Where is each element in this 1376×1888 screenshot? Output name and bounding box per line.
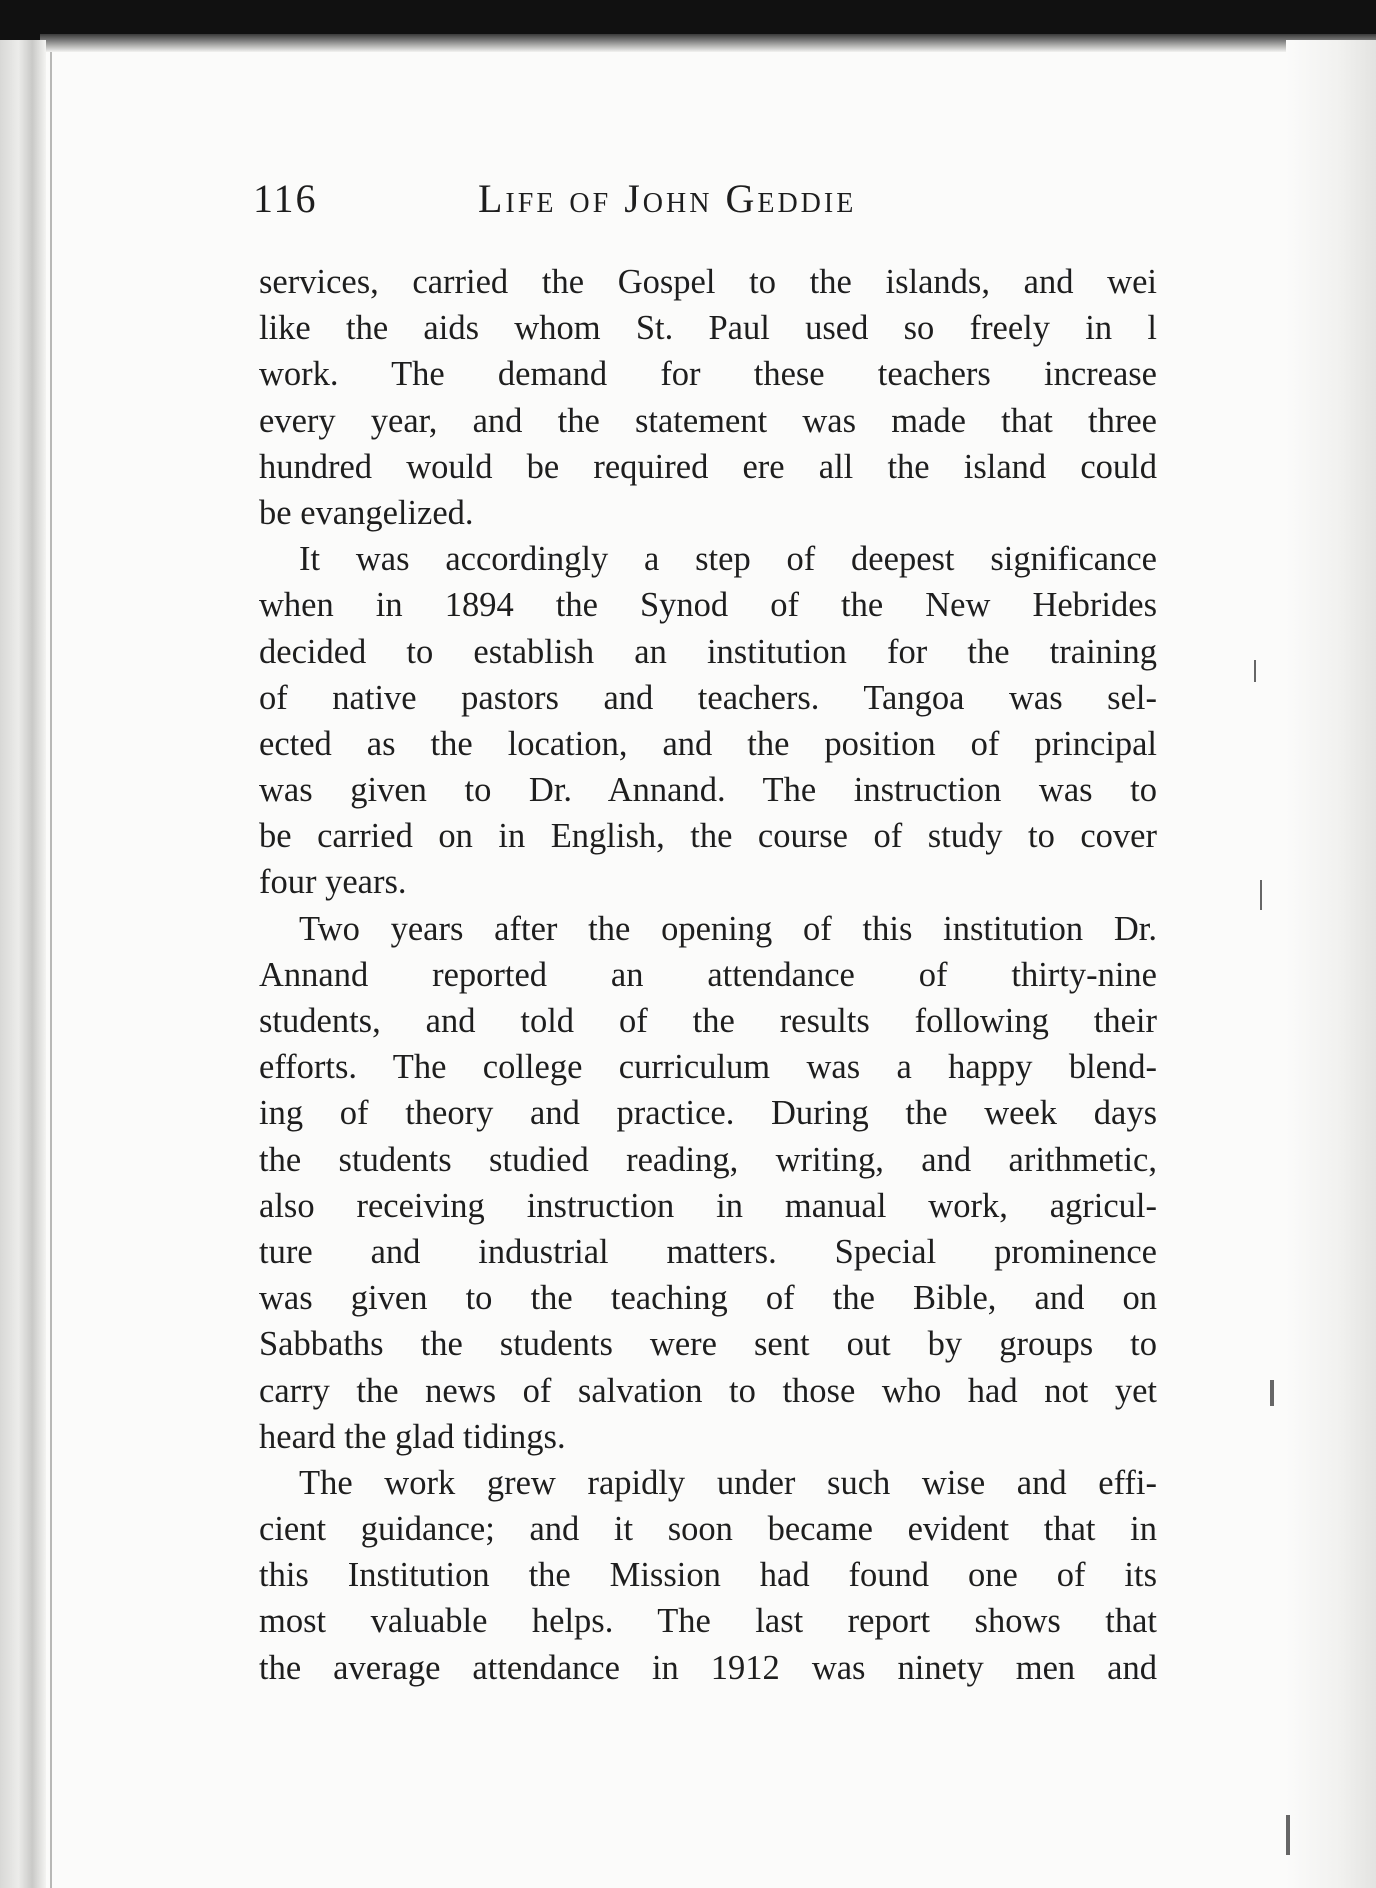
text-line: four years. [259,863,407,902]
text-line: most valuable helps. The last report shows that [259,1602,1157,1641]
page-number: 116 [253,176,318,221]
text-line: ected as the location, and the position of principal [259,724,1157,763]
body-text [259,259,1157,1691]
text-line: It was accordingly a step of deepest significance [299,540,1157,579]
text-line: hundred would be required ere all the island could [259,447,1157,486]
text-line: when in 1894 the Synod of the New Hebrides [259,586,1157,625]
text-line: be evangelized. [259,493,474,532]
text-line: carry the news of salvation to those who had not yet [259,1371,1157,1410]
text-line: efforts. The college curriculum was a happy blend- [259,1048,1157,1087]
text-line: ture and industrial matters. Special prominence [259,1232,1157,1271]
text-line: The work grew rapidly under such wise and effi- [299,1463,1157,1502]
text-line: the average attendance in 1912 was ninety men and [259,1648,1157,1687]
text-line: decided to establish an institution for the training [259,632,1157,671]
text-line: ing of theory and practice. During the week days [259,1094,1157,1133]
text-line: work. The demand for these teachers increase [259,355,1157,394]
text-line: heard the glad tidings. [259,1417,566,1456]
text-line: of native pastors and teachers. Tangoa was sel- [259,678,1157,717]
text-line: the students studied reading, writing, and arithmetic, [259,1140,1157,1179]
running-header [253,175,908,235]
text-line: also receiving instruction in manual work, agricul- [259,1186,1157,1225]
text-line: Sabbaths the students were sent out by groups to [259,1325,1157,1364]
text-line: like the aids whom St. Paul used so freely in l [259,309,1157,348]
text-line: services, carried the Gospel to the islands, and wei [259,263,1157,301]
text-line: every year, and the statement was made that three [259,401,1157,440]
text-line: this Institution the Mission had found one of its [259,1556,1157,1595]
text-line: was given to the teaching of the Bible, and on [259,1279,1157,1318]
running-title: Life of John Geddie [478,176,857,221]
text-line: Annand reported an attendance of thirty-nine [259,955,1157,994]
text-line: be carried on in English, the course of study to cover [259,817,1157,856]
text-line: students, and told of the results following their [259,1002,1157,1040]
text-line: was given to Dr. Annand. The instruction was to [259,771,1157,810]
text-line: cient guidance; and it soon became evident that in [259,1510,1157,1549]
text-line: Two years after the opening of this institution Dr. [299,909,1157,948]
